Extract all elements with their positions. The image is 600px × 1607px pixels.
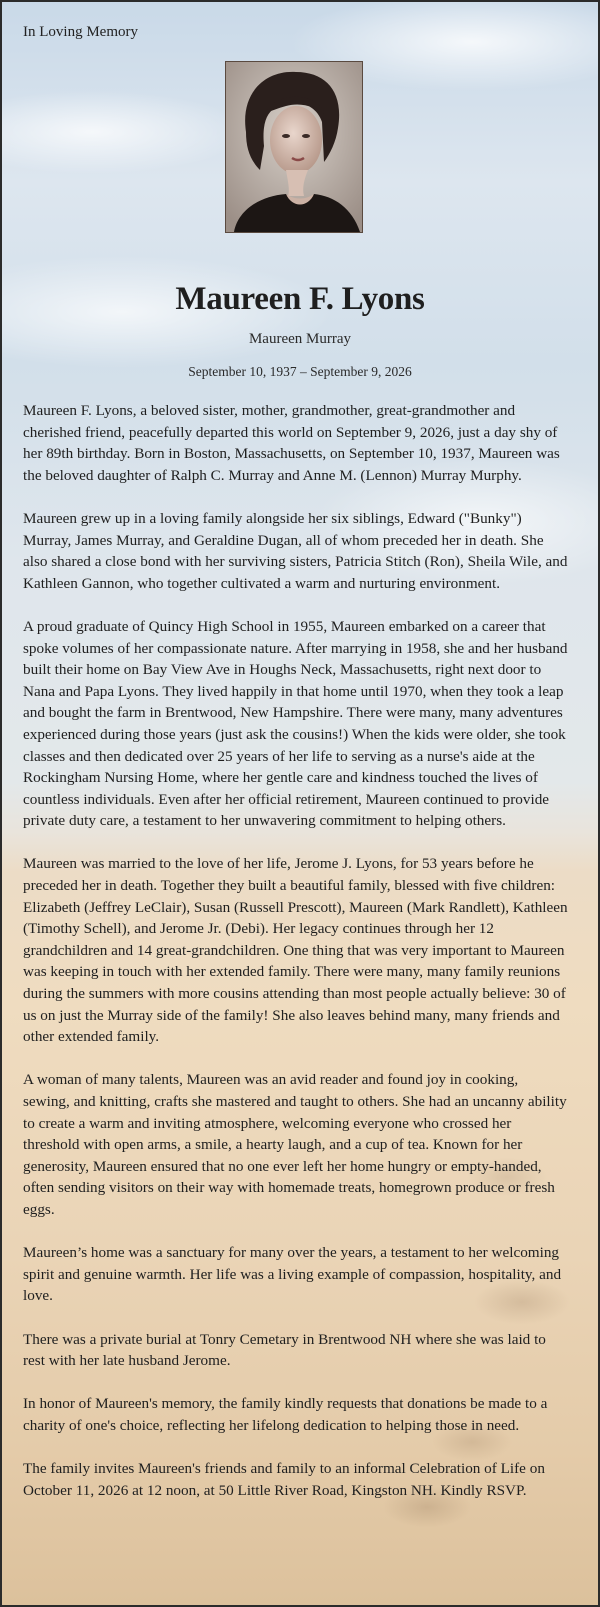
obituary-paragraph: Maureen was married to the love of her life, Jerome J. Lyons, for 53 years before he preceded her in death. Together they built a beautiful family, blessed with five children: Elizabeth (Jeffrey LeClair), Susan (Russell Prescott), Maureen (Mark Randlett), Kathleen (Timothy Schell), and Jerome Jr. (Debi). Her legacy continues through her 12 grandchildren and 14 great-grandchildren. One thing that was very important to Maureen was keeping in touch with her extended family. There were many, many family reunions during the summers with more cousins attending than most people actually believe: 30 of us on just the Murray side of the family! She also leaves behind many, many friends and other extended family.: [23, 855, 568, 1046]
obituary-paragraph: Maureen grew up in a loving family alongside her six siblings, Edward ("Bunky") Murray, James Murray, and Geraldine Dugan, all of whom preceded her in death. She also shared a close bond with her surviving sisters, Patricia Stitch (Ron), Sheila Wile, and Kathleen Gannon, who together cultivated a warm and nurturing environment.: [23, 509, 568, 592]
obituary-paragraph: There was a private burial at Tonry Cemetary in Brentwood NH where she was laid to rest with her late husband Jerome.: [23, 1330, 546, 1370]
obituary-paragraph: Maureen F. Lyons, a beloved sister, mother, grandmother, great-grandmother and cherished friend, peacefully departed this world on September 9, 2026, just a day shy of her 89th birthday. Born in Boston, Massachusetts, on September 10, 1937, Maureen was the beloved daughter of Ralph C. Murray and Anne M. (Lennon) Murray Murphy.: [23, 402, 560, 484]
obituary-text: [23, 400, 568, 1523]
life-dates: September 10, 1937 – September 9, 2026: [188, 364, 412, 379]
obituary-paragraph: In honor of Maureen's memory, the family kindly requests that donations be made to a charity of one's choice, reflecting her lifelong dedication to helping those in need.: [23, 1395, 548, 1434]
obituary-paragraph: A woman of many talents, Maureen was an avid reader and found joy in cooking, sewing, and knitting, crafts she mastered and taught to others. She had an uncanny ability to create a warm and inviting atmosphere, welcoming everyone who crossed her threshold with open arms, a smile, a hearty laugh, and a cup of tea. Known for her generosity, Maureen ensured that no one ever left her home hungry or empty-handed, often sending visitors on their way with homemade treats, homegrown produce or fresh eggs.: [23, 1071, 567, 1218]
maiden-name: Maureen Murray: [248, 331, 352, 347]
obituary-paragraph: A proud graduate of Quincy High School in 1955, Maureen embarked on a career that spoke volumes of her compassionate nature. After marrying in 1958, she and her husband built their home on Bay View Ave in Houghs Neck, Massachusetts, right next door to Nana and Papa Lyons. They lived happily in that home until 1970, when they took a leap and bought the farm in Brentwood, New Hampshire. There were many, many adventures experienced during those years (just ask the cousins!) When the kids were older, she took classes and then dedicated over 25 years of her life to serving as a nurse's aide at the Rockingham Nursing Home, where her gentle care and kindness touched the lives of countless individuals. Even after her official retirement, Maureen continued to provide private duty care, a testament to her unwavering commitment to helping others.: [23, 617, 568, 830]
obituary-paragraph: Maureen’s home was a sanctuary for many over the years, a testament to her welcoming spirit and genuine warmth. Her life was a living example of compassion, hospitality, and love.: [23, 1244, 562, 1305]
header-label: In Loving Memory: [23, 24, 138, 40]
obituary-paragraph: The family invites Maureen's friends and family to an informal Celebration of Life on October 11, 2026 at 12 noon, at 50 Little River Road, Kingston NH. Kindly RSVP.: [23, 1460, 545, 1499]
portrait-photo: [225, 61, 363, 233]
portrait-icon: [226, 62, 362, 232]
deceased-name: Maureen F. Lyons: [175, 281, 425, 317]
